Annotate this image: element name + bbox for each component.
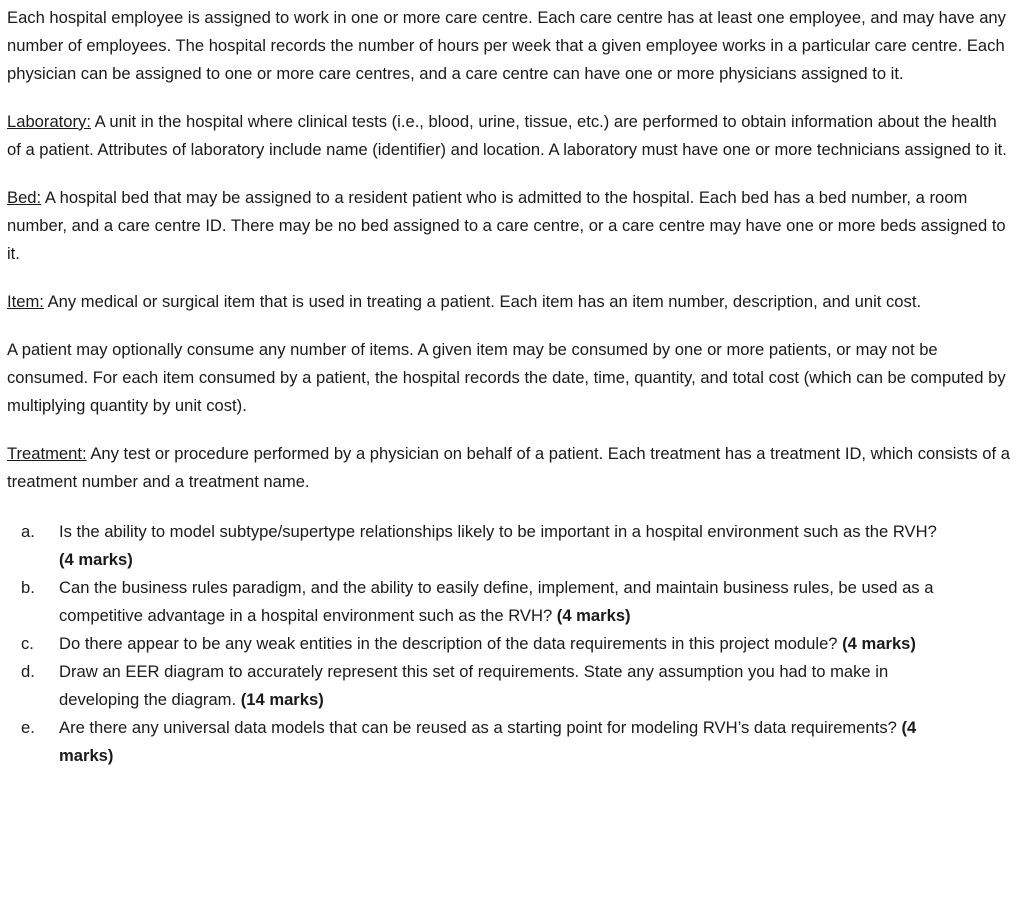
question-d — [7, 658, 939, 714]
question-letter: b. — [21, 578, 35, 597]
question-letter: a. — [21, 522, 35, 541]
paragraph-employees — [7, 4, 1010, 88]
question-text: Is the ability to model subtype/supertype relationships likely to be important in a hospital environment such as the RVH? — [59, 522, 937, 541]
question-marks: (4 marks) — [59, 718, 917, 765]
term-laboratory: Laboratory: — [7, 112, 91, 131]
paragraph-text: A patient may optionally consume any number of items. A given item may be consumed by one or more patients, or may not be consumed. For each item consumed by a patient, the hospital records the date, time, quantity, and total cost (which can be computed by multiplying quantity by unit cost). — [7, 340, 1006, 415]
question-text: Draw an EER diagram to accurately represent this set of requirements. State any assumption you had to make in developing the diagram. — [59, 662, 889, 709]
question-marks: (4 marks) — [556, 606, 631, 625]
paragraph-text: Any medical or surgical item that is used in treating a patient. Each item has an item number, description, and unit cost. — [43, 292, 922, 311]
question-b — [7, 574, 939, 630]
paragraph-text: Any test or procedure performed by a physician on behalf of a patient. Each treatment has a treatment ID, which consists of a treatment number and a treatment name. — [7, 444, 1010, 491]
question-marks: (14 marks) — [240, 690, 324, 709]
question-text: Do there appear to be any weak entities in the description of the data requirements in this project module? — [59, 634, 843, 653]
question-letter: d. — [21, 662, 35, 681]
paragraph-treatment — [7, 440, 1010, 496]
paragraph-laboratory — [7, 108, 1010, 164]
term-item: Item: — [7, 292, 44, 311]
question-list — [7, 518, 1010, 770]
question-c — [7, 630, 939, 658]
question-e — [7, 714, 939, 770]
question-a — [7, 518, 939, 574]
question-marks: (4 marks) — [842, 634, 916, 653]
question-letter: e. — [21, 718, 35, 737]
paragraph-text: Each hospital employee is assigned to work in one or more care centre. Each care centre has at least one employee, and may have any number of employees. The hospital records the number of hours per week that a given employee works in a particular care centre. Each physician can be assigned to one or more care centres, and a care centre can have one or more physicians assigned to it. — [7, 8, 1006, 83]
paragraph-item — [7, 288, 1010, 316]
question-marks: (4 marks) — [59, 550, 133, 569]
question-text: Are there any universal data models that can be reused as a starting point for modeling RVH’s data requirements? — [59, 718, 902, 737]
term-bed: Bed: — [7, 188, 42, 207]
term-treatment: Treatment: — [7, 444, 87, 463]
paragraph-bed — [7, 184, 1010, 268]
question-text: Can the business rules paradigm, and the ability to easily define, implement, and maintain business rules, be used as a competitive advantage in a hospital environment such as the RVH? — [59, 578, 934, 625]
paragraph-text: A hospital bed that may be assigned to a resident patient who is admitted to the hospital. Each bed has a bed number, a room number, and a care centre ID. There may be no bed assigned to a care centre, or a care centre may have one or more beds assigned to it. — [7, 188, 1006, 263]
question-letter: c. — [21, 634, 34, 653]
paragraph-consumption — [7, 336, 1010, 420]
paragraph-text: A unit in the hospital where clinical tests (i.e., blood, urine, tissue, etc.) are performed to obtain information about the health of a patient. Attributes of laboratory include name (identifier) and location. A laboratory must have one or more technicians assigned to it. — [7, 112, 1007, 159]
